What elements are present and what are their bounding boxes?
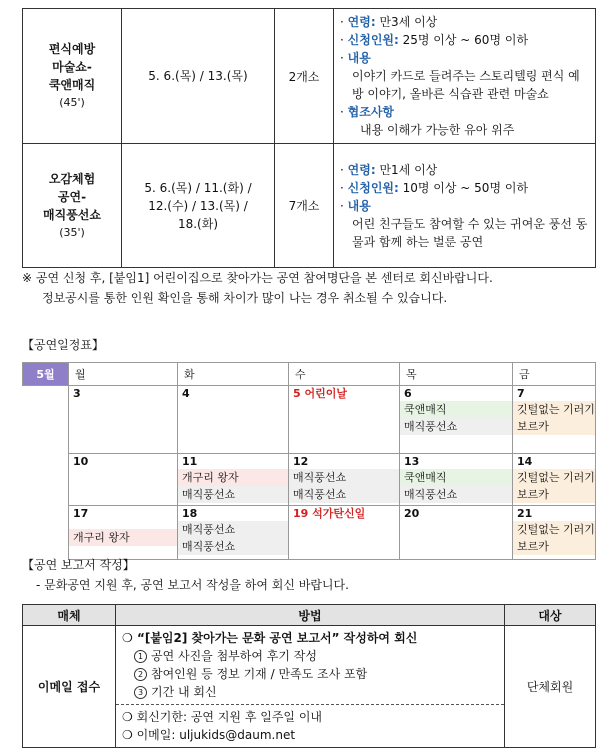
calendar-event: 보르카 — [513, 486, 595, 503]
calendar-day-cell — [513, 386, 596, 454]
program-name-line: 편식예방 — [48, 42, 96, 56]
calendar-event: 보르카 — [513, 538, 595, 555]
calendar-event: 깃털없는 기러기 — [513, 469, 595, 486]
program-name — [23, 9, 122, 144]
detail-content-label: · 내용 — [340, 198, 371, 213]
calendar-spacer — [23, 506, 69, 560]
program-date-line: 5. 6.(목) / 13.(목) — [148, 69, 248, 83]
day-number: 21 — [517, 507, 533, 520]
program-name-line: 쿡앤매직 — [48, 78, 96, 92]
detail-content-text: 어린 친구들도 참여할 수 있는 귀여운 풍선 동물과 함께 하는 벌룬 공연 — [352, 216, 588, 249]
schedule-title: 【공연일정표】 — [22, 338, 104, 352]
step-text: 공연 사진을 첨부하여 후기 작성 — [151, 649, 317, 663]
report-description: - 문화공연 지원 후, 공연 보고서 작성을 하여 회신 바랍니다. — [36, 578, 349, 592]
calendar-event: 깃털없는 기러기 — [513, 401, 595, 418]
header-medium: 매체 — [23, 605, 116, 626]
calendar-week-row — [23, 506, 596, 560]
report-target: 단체회원 — [505, 626, 596, 748]
weekday-header: 목 — [400, 363, 513, 386]
program-name-line: 오감체험 — [48, 171, 96, 186]
detail-age: · 연령: 만3세 이상 — [340, 15, 438, 29]
deadline-line: ❍ 회신기한: 공연 지원 후 일주일 이내 — [122, 710, 322, 724]
calendar-day-cell — [178, 506, 289, 560]
calendar-day-cell — [513, 454, 596, 506]
calendar-event: 매직풍선쇼 — [400, 418, 512, 435]
detail-capacity: · 신청인원: 10명 이상 ~ 50명 이하 — [340, 180, 529, 195]
program-details — [334, 9, 596, 144]
program-name-line: 매직풍선쇼 — [43, 207, 101, 222]
calendar-spacer — [23, 454, 69, 506]
report-title: 【공연 보고서 작성】 — [22, 558, 135, 572]
day-number: 14 — [517, 455, 533, 468]
day-number: 6 — [404, 387, 412, 400]
program-table — [22, 8, 596, 268]
method-step — [122, 683, 498, 701]
step-number: 1 — [134, 650, 147, 663]
calendar-spacer — [23, 386, 69, 454]
notice-line: ※ 공연 신청 후, [붙임1] 어린이집으로 찾아가는 공연 참여명단을 본 센터로 회신바랍니다. — [22, 271, 493, 285]
program-dates — [122, 9, 275, 144]
calendar-event: 매직풍선쇼 — [289, 469, 399, 486]
program-dates — [122, 144, 275, 268]
report-header-row — [23, 605, 596, 626]
calendar-day-cell — [289, 454, 400, 506]
program-count: 2개소 — [275, 9, 334, 144]
day-number: 20 — [404, 507, 420, 520]
program-date-line: 5. 6.(목) / 11.(화) / — [144, 180, 252, 195]
weekday-header: 금 — [513, 363, 596, 386]
program-name — [23, 144, 122, 268]
calendar-day-cell — [69, 506, 178, 560]
calendar-day-cell — [400, 454, 513, 506]
calendar-day-cell — [400, 506, 513, 560]
calendar-week-row — [23, 386, 596, 454]
calendar-event: 쿡앤매직 — [400, 469, 512, 486]
step-number: 3 — [134, 686, 147, 699]
program-details — [334, 144, 596, 268]
method-title: ❍ “[붙임2] 찾아가는 문화 공연 보고서” 작성하여 회신 — [122, 631, 418, 645]
method-step — [122, 647, 498, 665]
calendar-header-row — [23, 363, 596, 386]
day-number: 10 — [73, 455, 89, 468]
calendar-day-cell — [289, 506, 400, 560]
notice-text — [22, 268, 602, 308]
calendar-day-cell — [69, 454, 178, 506]
detail-content-label: · 내용 — [340, 51, 371, 65]
calendar-week-row — [23, 454, 596, 506]
calendar-event: 보르카 — [513, 418, 595, 435]
calendar-event: 매직풍선쇼 — [400, 486, 512, 503]
detail-age: · 연령: 만1세 이상 — [340, 162, 438, 177]
weekday-header: 화 — [178, 363, 289, 386]
calendar-day-cell — [513, 506, 596, 560]
header-method: 방법 — [116, 605, 505, 626]
notice-line: 정보공시를 통한 인원 확인을 통해 차이가 많이 나는 경우 취소될 수 있습니다. — [42, 291, 448, 305]
calendar-day-cell — [289, 386, 400, 454]
calendar-event: 깃털없는 기러기 — [513, 521, 595, 538]
program-count: 7개소 — [275, 144, 334, 268]
calendar-event: 개구리 왕자 — [69, 529, 177, 546]
day-number: 3 — [73, 387, 81, 400]
program-row — [23, 9, 596, 144]
weekday-header: 수 — [289, 363, 400, 386]
calendar-day-cell — [178, 386, 289, 454]
report-medium: 이메일 접수 — [23, 626, 116, 748]
program-name-line: 마술쇼- — [52, 60, 92, 74]
calendar-event: 매직풍선쇼 — [289, 486, 399, 503]
day-number: 7 — [517, 387, 525, 400]
circle-bullet-icon: ❍ — [122, 728, 133, 742]
month-label: 5월 — [23, 363, 69, 386]
email-line: ❍ 이메일: uljukids@daum.net — [122, 728, 296, 742]
holiday-label: 5 어린이날 — [293, 387, 347, 400]
calendar-day-cell — [178, 454, 289, 506]
calendar-event: 매직풍선쇼 — [178, 486, 288, 503]
program-duration: (45') — [59, 96, 85, 109]
calendar-event: 쿡앤매직 — [400, 401, 512, 418]
step-text: 기간 내 회신 — [151, 685, 217, 699]
report-table — [22, 604, 596, 748]
day-number: 17 — [73, 507, 89, 520]
detail-cooperation-label: · 협조사항 — [340, 105, 395, 119]
calendar-day-cell — [69, 386, 178, 454]
calendar-day-cell — [400, 386, 513, 454]
circle-bullet-icon: ❍ — [122, 710, 133, 724]
holiday-label: 19 석가탄신일 — [293, 507, 366, 520]
day-number: 13 — [404, 455, 420, 468]
day-number: 4 — [182, 387, 190, 400]
program-date-line: 18.(화) — [177, 216, 219, 231]
method-steps — [122, 647, 498, 701]
calendar-event: 개구리 왕자 — [178, 469, 288, 486]
detail-capacity: · 신청인원: 25명 이상 ~ 60명 이하 — [340, 33, 529, 47]
weekday-header: 월 — [69, 363, 178, 386]
method-step — [122, 665, 498, 683]
detail-cooperation-text: 내용 이해가 가능한 유아 위주 — [360, 123, 515, 137]
step-number: 2 — [134, 668, 147, 681]
calendar-event: 매직풍선쇼 — [178, 521, 288, 538]
circle-bullet-icon: ❍ — [122, 631, 133, 645]
calendar-event: 매직풍선쇼 — [178, 538, 288, 555]
day-number: 11 — [182, 455, 198, 468]
detail-content-text: 이야기 카드로 들려주는 스토리텔링 편식 예방 이야기, 올바른 식습관 관련 마술쇼 — [352, 69, 580, 101]
day-number: 18 — [182, 507, 198, 520]
schedule-calendar — [22, 362, 596, 560]
program-row — [23, 144, 596, 268]
header-target: 대상 — [505, 605, 596, 626]
day-number: 12 — [293, 455, 309, 468]
report-row — [23, 626, 596, 748]
program-date-line: 12.(수) / 13.(목) / — [148, 198, 248, 213]
program-duration: (35') — [59, 225, 85, 239]
program-name-line: 공연- — [57, 189, 87, 204]
report-method — [116, 626, 505, 748]
step-text: 참여인원 등 정보 기재 / 만족도 조사 포함 — [151, 667, 368, 681]
